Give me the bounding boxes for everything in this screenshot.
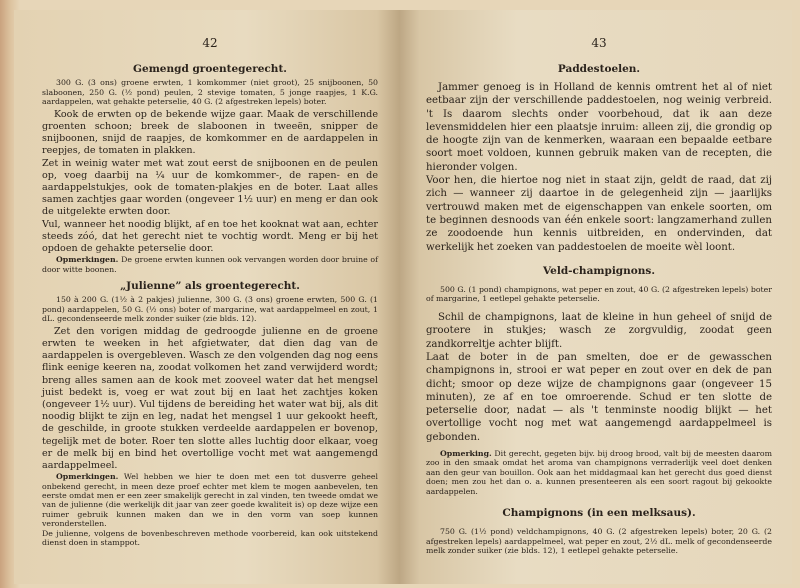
remark-text: Wel hebben we hier te doen met een tot dusverre geheel onbekend gerecht, in meen deze proef echter met klem te mogen aanbevelen, ten eerste omdat men er een zeer smakelijk gerecht in zal vinden, ten tweede omdat we van de julienne (die werkelijk dit jaar van zeer goede kwaliteit is) op deze wijze een ruimer gebruik kunnen maken dan we in den vorm van soep kunnen veronderstellen. De julienne, volgens de bovenbeschreven methode voorbereid, kan ook uitstekend dienst doen in stamppot. — [42, 472, 378, 548]
recipe-remark — [42, 255, 378, 274]
recipe-title: Veld-champignons. — [542, 264, 655, 277]
left-page — [14, 10, 400, 584]
remark-label: Opmerkingen. — [56, 472, 119, 482]
page-number: 42 — [202, 36, 218, 50]
recipe-remark — [426, 449, 772, 496]
recipe-title: Gemengd groentegerecht. — [133, 63, 287, 75]
section-title: Paddestoelen. — [557, 63, 641, 75]
remark-text: Dit gerecht, gegeten bijv. bij droog brood, valt bij de meesten daarom zoo in den smaak omdat het aroma van champignons verraderlijk veel doet denken aan den geur van bouillon. Ook aan het middagmaal kan het gerecht dus goed dienst doen; men zou het dan o. a. kunnen presenteeren als een soort ragout bij gekookte aardappelen. — [426, 449, 772, 496]
recipe-instructions: Kook de erwten op de bekende wijze gaar. Maak de verschillende groenten schoon; breek de slaboonen in tweeën, snipper de snijboonen, snijd de raapjes, de komkommer en de aardappelen in reepjes, de tomaten in plakken. Zet in weinig water met wat zout eerst de snijboonen en de peulen op, voeg daarbij na ¼ uur de komkommer-, de rapen- en de aardappelstukjes, ook de tomaten-plakjes en de boter. Laat alles samen zachtjes gaar worden (ongeveer 1½ uur) en meng er dan ook de uitgelekte erwten door. Vul, wanneer het noodig blijkt, af en toe het kooknat wat aan, echter steeds zóó, dat het gerecht niet te vochtig wordt. Meng er bij het opdoen de gehakte peterselie door. — [42, 108, 378, 255]
recipe-title: „Julienne” als groentegerecht. — [120, 280, 300, 293]
recipe-instructions: Schil de champignons, laat de kleine in hun geheel of snijd de grootere in stukjes; wasch ze zorgvuldig, zoodat geen zandkorreltje achter blijft. Laat de boter in de pan smelten, doe er de gewasschen champignons in, strooi er wat peper en zout over en dek de pan dicht; smoor op deze wijze de champignons gaar (ongeveer 15 minuten), ze af en toe omroerende. Schud er ten slotte de peterselie door, nadat — als 't tenminste noodig blijkt — het overtollige vocht nog met wat aangemengd aardappelmeel is gebonden. — [426, 312, 772, 443]
ingredients-list: 750 G. (1½ pond) veldchampignons, 40 G. (2 afgestreken lepels) boter, 20 G. (2 afgestreken lepels) aardappelmeel, wat peper en zout, 2½ dL. melk of gecondenseerde melk zonder suiker (zie blds. 12), 1 eetlepel gehakte peterselie. — [426, 527, 772, 556]
recipe-instructions: Zet den vorigen middag de gedroogde julienne en de groene erwten te weeken in het afgietwater, dat dien dag van de aardappelen is overgebleven. Wasch ze den volgenden dag nog eens flink eenige keeren na, zoodat volkomen het zand verwijderd wordt; breng alles samen aan de kook met zooveel water dat het mengsel juist bedekt is, voeg er wat zout bij en laat het zachtjes koken (ongeveer 1½ uur). Vul tijdens de bereiding het water wat bij, als dit noodig blijkt te zijn en leg, nadat het mengsel 1 uur gekookt heeft, de geschilde, in groote stukken verdeelde aardappelen er bovenop, tegelijk met de boter. Roer ten slotte alles luchtig door elkaar, voeg er de melk bij en bind het overtollige vocht met wat aangemengd aardappelmeel. — [42, 325, 378, 472]
recipe-title: Champignons (in een melksaus). — [502, 507, 696, 520]
remark-text: De groene erwten kunnen ook vervangen worden door bruine of door witte boonen. — [42, 255, 378, 274]
page-number: 43 — [591, 36, 607, 50]
recipe-remark — [42, 472, 378, 547]
section-text: Jammer genoeg is in Holland de kennis omtrent het al of niet eetbaar zijn der verschillende paddestoelen, nog weinig verbreid. 't Is daarom slechts onder voorbehoud, dat ik aan deze levensmiddelen hier een plaatsje inruim: alleen zij, die grondig op de hoogte zijn van de kenmerken, waaraan een bepaalde eetbare soort moet voldoen, kunnen gebruik maken van de recepten, die hieronder volgen. Voor hen, die hiertoe nog niet in staat zijn, geldt de raad, dat zij zich — wanneer zij daartoe in de gelegenheid zijn — jaarlijks vertrouwd maken met de eigenschappen van enkele soorten, om te beginnen desnoods van één enkele soort: langzamerhand zullen ze zoodoende hun kennis uitbreiden, en ondervinden, dat werkelijk het zoeken van paddestoelen de moeite wèl loont. — [426, 82, 772, 253]
ingredients-list: 150 à 200 G. (1½ à 2 pakjes) julienne, 300 G. (3 ons) groene erwten, 500 G. (1 pond) aardappelen, 50 G. (½ ons) boter of margarine, wat aardappelmeel en zout, 1 dL. gecondenseerde melk zonder suiker (zie blds. 12). — [42, 295, 378, 324]
ingredients-list: 300 G. (3 ons) groene erwten, 1 komkommer (niet groot), 25 snijboonen, 50 slaboonen, 250 G. (½ pond) peulen, 2 stevige tomaten, 5 jonge raapjes, 1 K.G. aardappelen, wat gehakte peterselie, 40 G. (2 afgestreken lepels) boter. — [42, 78, 378, 107]
ingredients-list: 500 G. (1 pond) champignons, wat peper en zout, 40 G. (2 afgestreken lepels) boter of margarine, 1 eetlepel gehakte peterselie. — [426, 284, 772, 304]
remark-label: Opmerkingen. — [56, 255, 119, 265]
right-page — [400, 10, 792, 584]
remark-label: Opmerking. — [440, 449, 492, 459]
